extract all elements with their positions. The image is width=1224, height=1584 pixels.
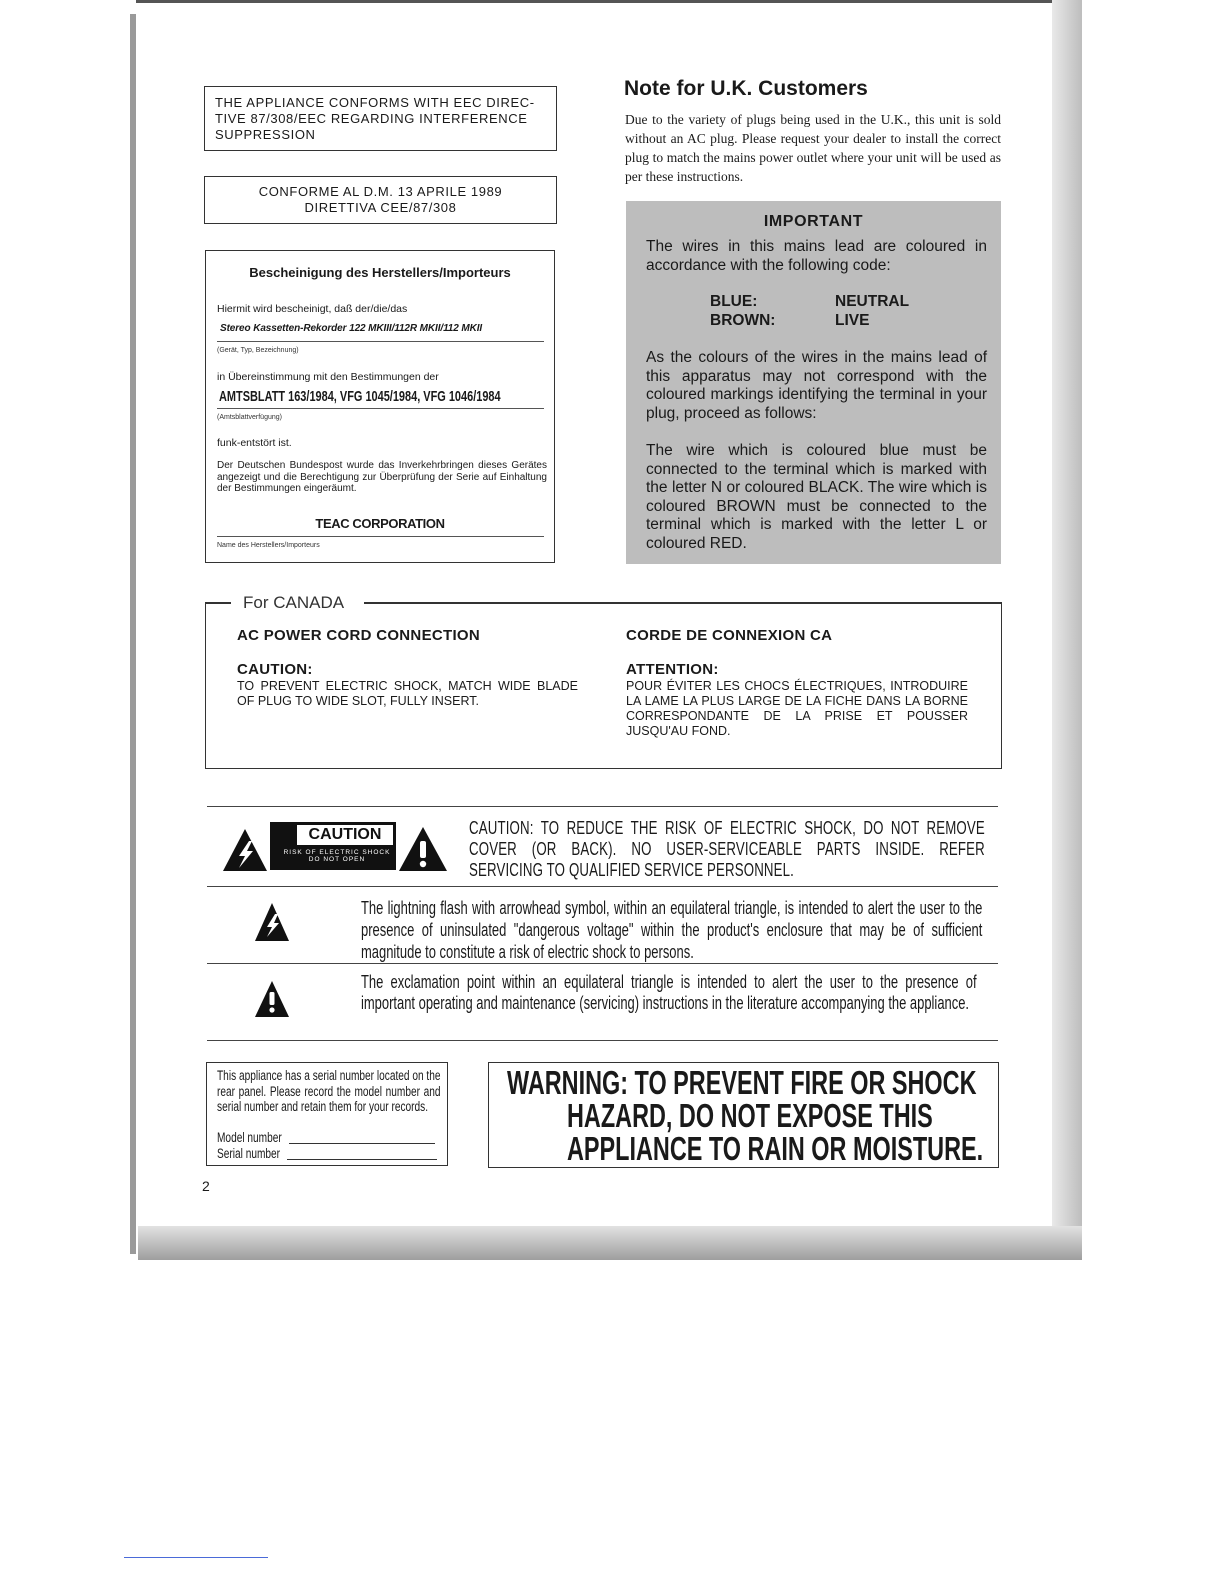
serial-note: This appliance has a serial number located on the rear panel. Please record the model number and serial number and retain them for your records. bbox=[217, 1068, 441, 1114]
cert-rule bbox=[217, 341, 544, 342]
cert-paragraph: Der Deutschen Bundespost wurde das Inverkehrbringen dieses Gerätes angezeigt und die Berechtigung zur Überprüfung der Serie auf Einhaltung der Bestimmungen eingeräumt. bbox=[217, 460, 547, 494]
important-panel bbox=[626, 201, 1001, 564]
safety-rule-3 bbox=[207, 963, 998, 964]
canada-fr-caution: ATTENTION: bbox=[626, 661, 719, 678]
warning-line-1: WARNING: TO PREVENT FIRE OR SHOCK bbox=[507, 1064, 977, 1101]
caution-label-sub-2: DO NOT OPEN bbox=[308, 856, 366, 863]
caution-label-sub-1: RISK OF ELECTRIC SHOCK bbox=[283, 849, 391, 856]
page-right-shadow bbox=[1052, 0, 1082, 1250]
warning-line-2: HAZARD, DO NOT EXPOSE THIS bbox=[567, 1097, 933, 1134]
code-brown-meaning: LIVE bbox=[835, 312, 870, 329]
model-number-label: Model number bbox=[217, 1130, 282, 1145]
warning-line-3: APPLIANCE TO RAIN OR MOISTURE. bbox=[567, 1130, 984, 1167]
caution-label-title: CAUTION bbox=[296, 824, 394, 846]
important-para-2: The wire which is coloured blue must be connected to the terminal which is marked with the letter N or coloured BLACK. The wire which is coloured BROWN must be connected to the terminal which is marked with the letter L or coloured RED. bbox=[646, 442, 987, 552]
important-title: IMPORTANT bbox=[763, 213, 864, 230]
warning-box bbox=[488, 1062, 999, 1168]
cert-rule bbox=[217, 408, 544, 409]
serial-number-field[interactable] bbox=[287, 1159, 437, 1160]
page-left-edge bbox=[130, 14, 136, 1254]
code-blue-label: BLUE: bbox=[710, 293, 758, 310]
eec-text: THE APPLIANCE CONFORMS WITH EEC DIREC-TIVE 87/308/EEC REGARDING INTERFERENCE SUPPRESSION bbox=[215, 95, 535, 142]
canada-fr-text: POUR ÉVITER LES CHOCS ÉLECTRIQUES, INTRODUIRE LA LAME LA PLUS LARGE DE LA FICHE DANS LA BORNE CORRESPONDANTE DE LA PRISE ET POUSSER JUSQU'AU FOND. bbox=[626, 679, 968, 738]
cert-product-caption: (Gerät, Typ, Bezeichnung) bbox=[217, 347, 299, 354]
lightning-explanation: The lightning flash with arrowhead symbol, within an equilateral triangle, is intended to alert the user to the presence of uninsulated "dangerous voltage" within the product's enclosure that may be of sufficient magnitude to constitute a risk of electric shock to persons. bbox=[361, 898, 983, 962]
cert-title: Bescheinigung des Herstellers/Importeurs bbox=[249, 265, 511, 280]
cert-product: Stereo Kassetten-Rekorder 122 MKIII/112R MKII/112 MKII bbox=[220, 323, 483, 334]
eec-conformity-box bbox=[204, 86, 557, 151]
page-bottom-shadow bbox=[138, 1226, 1082, 1260]
canada-fr-heading: CORDE DE CONNEXION CA bbox=[626, 627, 833, 644]
cert-company-caption: Name des Herstellers/Importeurs bbox=[217, 542, 320, 549]
lightning-symbol-icon bbox=[254, 902, 290, 942]
uk-note-title: Note for U.K. Customers bbox=[624, 77, 868, 100]
code-brown-label: BROWN: bbox=[710, 312, 776, 329]
uk-note-body: Due to the variety of plugs being used in the U.K., this unit is sold without an AC plug. Please request your dealer to install the correct plug to match the mains power outlet where your unit will be used as per these instructions. bbox=[625, 112, 1001, 184]
canada-en-text: TO PREVENT ELECTRIC SHOCK, MATCH WIDE BLADE OF PLUG TO WIDE SLOT, FULLY INSERT. bbox=[237, 679, 578, 708]
important-intro: The wires in this mains lead are coloured in accordance with the following code: bbox=[646, 238, 987, 274]
safety-rule-2 bbox=[207, 886, 998, 887]
safety-rule-top bbox=[207, 806, 998, 807]
cert-rule bbox=[217, 536, 544, 537]
italy-conformity-box bbox=[204, 176, 557, 224]
cert-line-1: Hiermit wird bescheinigt, daß der/die/das bbox=[217, 303, 408, 315]
canada-legend: For CANADA bbox=[243, 593, 345, 612]
code-blue-meaning: NEUTRAL bbox=[835, 293, 910, 310]
safety-rule-bottom bbox=[207, 1040, 998, 1041]
exclamation-symbol-icon bbox=[254, 980, 290, 1018]
german-certificate bbox=[205, 250, 555, 563]
cert-line-3: funk-entstört ist. bbox=[217, 437, 292, 449]
cert-line-2: in Übereinstimmung mit den Bestimmungen der bbox=[217, 371, 439, 383]
exclamation-explanation: The exclamation point within an equilateral triangle is intended to alert the user to the presence of important operating and maintenance (servicing) instructions in the literature accompanying the appliance. bbox=[361, 972, 977, 1013]
model-number-field[interactable] bbox=[289, 1143, 435, 1144]
cert-company: TEAC CORPORATION bbox=[315, 516, 445, 531]
exclamation-triangle-icon bbox=[398, 826, 448, 872]
canada-en-heading: AC POWER CORD CONNECTION bbox=[237, 627, 481, 644]
caution-text: CAUTION: TO REDUCE THE RISK OF ELECTRIC SHOCK, DO NOT REMOVE COVER (OR BACK). NO USER-SERVICEABLE PARTS INSIDE. REFER SERVICING TO QUALIFIED SERVICE PERSONNEL. bbox=[469, 818, 985, 880]
canada-top-rule-left bbox=[205, 602, 231, 604]
italy-line-2: DIRETTIVA CEE/87/308 bbox=[304, 200, 457, 215]
important-para-1: As the colours of the wires in the mains lead of this apparatus may not correspond with the coloured markings identifying the terminal in your plug, proceed as follows: bbox=[646, 349, 987, 422]
serial-number-box bbox=[206, 1062, 448, 1166]
canada-top-rule-right bbox=[364, 602, 1002, 604]
footer-underline bbox=[124, 1557, 268, 1558]
cert-regulation: AMTSBLATT 163/1984, VFG 1045/1984, VFG 1046/1984 bbox=[219, 388, 501, 405]
italy-line-1: CONFORME AL D.M. 13 APRILE 1989 bbox=[258, 184, 503, 199]
canada-en-caution: CAUTION: bbox=[237, 661, 313, 678]
serial-number-label: Serial number bbox=[217, 1146, 281, 1161]
caution-label-plate bbox=[270, 822, 396, 870]
page-top-edge bbox=[136, 0, 1066, 3]
page-number: 2 bbox=[202, 1178, 210, 1194]
lightning-triangle-icon bbox=[222, 828, 268, 872]
cert-regulation-caption: (Amtsblattverfügung) bbox=[217, 414, 282, 421]
